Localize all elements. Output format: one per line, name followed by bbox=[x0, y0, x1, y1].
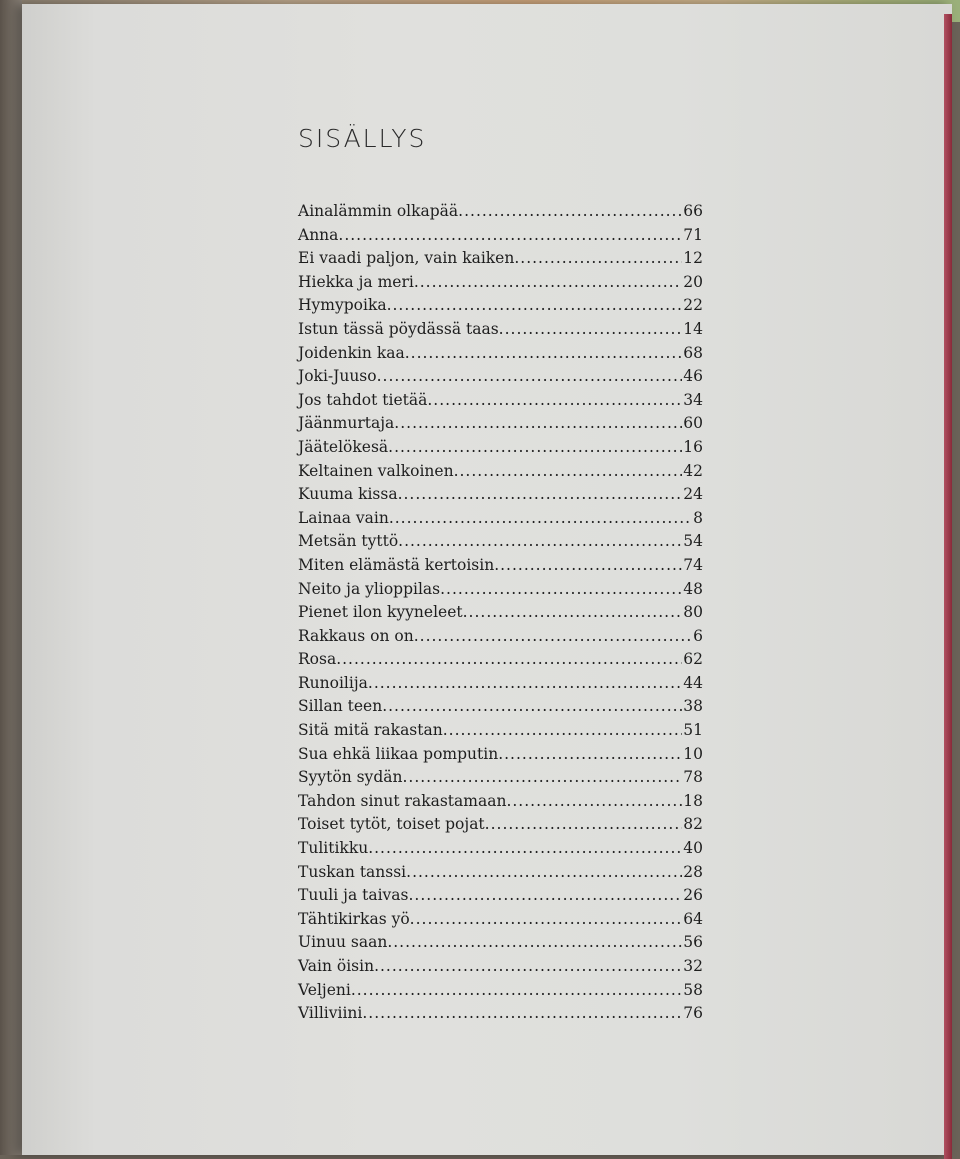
dot-leader bbox=[458, 200, 682, 224]
entry-title: Tähtikirkas yö bbox=[298, 909, 410, 928]
toc-entry bbox=[298, 1002, 703, 1026]
toc-entry bbox=[298, 224, 703, 248]
entry-title: Tuuli ja taivas bbox=[298, 886, 409, 905]
dot-leader bbox=[374, 955, 682, 979]
entry-title: Hymypoika bbox=[298, 296, 387, 315]
dot-leader bbox=[405, 342, 683, 366]
entry-title: Anna bbox=[298, 225, 339, 244]
entry-page-number: 54 bbox=[683, 532, 703, 551]
toc-entry bbox=[298, 695, 703, 719]
entry-page-number: 80 bbox=[683, 603, 703, 622]
entry-title: Syytön sydän bbox=[298, 768, 403, 787]
dot-leader bbox=[498, 743, 682, 767]
dot-leader bbox=[402, 766, 682, 790]
dot-leader bbox=[377, 365, 683, 389]
entry-title: Ainalämmin olkapää bbox=[298, 202, 459, 220]
entry-page-number: 32 bbox=[683, 957, 703, 975]
dot-leader bbox=[387, 294, 683, 318]
entry-page-number: 76 bbox=[683, 1004, 703, 1023]
book-cover-edge bbox=[944, 14, 952, 1159]
entry-page-number: 48 bbox=[683, 579, 703, 598]
toc-entry bbox=[298, 578, 703, 602]
entry-page-number: 22 bbox=[683, 296, 703, 315]
toc-entry bbox=[298, 601, 703, 625]
dot-leader bbox=[427, 389, 682, 413]
entry-title: Lainaa vain bbox=[298, 508, 389, 527]
entry-page-number: 68 bbox=[683, 343, 703, 362]
dot-leader bbox=[506, 790, 682, 814]
toc-entry bbox=[298, 200, 703, 224]
toc-entry bbox=[298, 247, 703, 271]
toc-entry bbox=[298, 625, 703, 649]
entry-page-number: 40 bbox=[683, 839, 703, 858]
entry-title: Rosa bbox=[298, 650, 337, 669]
entry-title: Metsän tyttö bbox=[298, 532, 399, 551]
entry-title: Jos tahdot tietää bbox=[298, 390, 428, 409]
toc-entry bbox=[298, 271, 703, 295]
toc-entry bbox=[298, 460, 703, 484]
entry-title: Sua ehkä liikaa pomputin bbox=[298, 744, 499, 763]
entry-page-number: 24 bbox=[683, 485, 703, 504]
toc-entry bbox=[298, 766, 703, 790]
entry-page-number: 26 bbox=[683, 886, 703, 905]
entry-page-number: 38 bbox=[683, 697, 703, 716]
entry-title: Sillan teen bbox=[298, 697, 383, 716]
entry-page-number: 34 bbox=[683, 390, 703, 409]
entry-title: Miten elämästä kertoisin bbox=[298, 555, 495, 574]
entry-page-number: 42 bbox=[683, 461, 703, 480]
toc-entry bbox=[298, 554, 703, 578]
dot-leader bbox=[409, 884, 683, 908]
toc-entry bbox=[298, 294, 703, 318]
dot-leader bbox=[382, 695, 682, 719]
entry-page-number: 74 bbox=[683, 555, 703, 574]
entry-title: Jäänmurtaja bbox=[298, 414, 395, 433]
dot-leader bbox=[454, 460, 683, 484]
entry-title: Ei vaadi paljon, vain kaiken bbox=[298, 249, 515, 268]
entry-page-number: 20 bbox=[683, 272, 703, 291]
entry-title: Veljeni bbox=[298, 980, 351, 999]
dot-leader bbox=[485, 813, 683, 837]
toc-entry bbox=[298, 648, 703, 672]
toc-entry bbox=[298, 979, 703, 1003]
entry-title: Keltainen valkoinen bbox=[298, 461, 454, 480]
dot-leader bbox=[514, 247, 682, 271]
entry-page-number: 62 bbox=[683, 650, 703, 669]
entry-title: Neito ja ylioppilas bbox=[298, 579, 441, 598]
toc-entry bbox=[298, 483, 703, 507]
entry-page-number: 18 bbox=[683, 791, 703, 810]
toc-entry bbox=[298, 318, 703, 342]
toc-entry bbox=[298, 365, 703, 389]
dot-leader bbox=[499, 318, 683, 342]
entry-page-number: 78 bbox=[683, 768, 703, 787]
dot-leader bbox=[398, 483, 683, 507]
dot-leader bbox=[414, 625, 692, 649]
entry-title: Vain öisin bbox=[298, 957, 375, 975]
dot-leader bbox=[387, 931, 682, 955]
entry-page-number: 14 bbox=[683, 319, 703, 338]
toc-entry bbox=[298, 861, 703, 885]
dot-leader bbox=[463, 601, 683, 625]
dot-leader bbox=[368, 837, 682, 861]
entry-page-number: 6 bbox=[693, 626, 703, 645]
entry-title: Hiekka ja meri bbox=[298, 272, 414, 291]
dot-leader bbox=[338, 224, 682, 248]
entry-title: Tulitikku bbox=[298, 839, 369, 858]
entry-page-number: 16 bbox=[683, 437, 703, 456]
dot-leader bbox=[336, 648, 682, 672]
toc-entry bbox=[298, 507, 703, 531]
entry-page-number: 64 bbox=[683, 909, 703, 928]
dot-leader bbox=[351, 979, 682, 1003]
entry-title: Kuuma kissa bbox=[298, 485, 398, 504]
toc-entry bbox=[298, 908, 703, 932]
dot-leader bbox=[410, 908, 683, 932]
entry-title: Tahdon sinut rakastamaan bbox=[298, 791, 507, 810]
dot-leader bbox=[440, 578, 682, 602]
dot-leader bbox=[494, 554, 682, 578]
entry-title: Runoilija bbox=[298, 673, 368, 692]
entry-title: Sitä mitä rakastan bbox=[298, 721, 443, 740]
entry-title: Rakkaus on on bbox=[298, 626, 414, 645]
toc-entry bbox=[298, 412, 703, 436]
dot-leader bbox=[362, 1002, 682, 1026]
toc-entry bbox=[298, 672, 703, 696]
entry-page-number: 58 bbox=[683, 980, 703, 999]
entry-page-number: 12 bbox=[683, 249, 703, 268]
toc-entry bbox=[298, 342, 703, 366]
entry-title: Uinuu saan bbox=[298, 933, 388, 952]
entry-title: Villiviini bbox=[298, 1004, 363, 1023]
dot-leader bbox=[398, 530, 682, 554]
entry-title: Toiset tytöt, toiset pojat bbox=[298, 815, 485, 834]
entry-title: Istun tässä pöydässä taas bbox=[298, 319, 499, 338]
toc-entry bbox=[298, 719, 703, 743]
entry-title: Joki-Juuso bbox=[298, 367, 377, 386]
dot-leader bbox=[368, 672, 682, 696]
entry-page-number: 60 bbox=[683, 414, 703, 433]
dot-leader bbox=[389, 507, 692, 531]
toc-entry bbox=[298, 884, 703, 908]
toc-entry bbox=[298, 743, 703, 767]
toc-entry bbox=[298, 530, 703, 554]
entry-page-number: 8 bbox=[693, 508, 703, 527]
page-title: SISÄLLYS bbox=[298, 124, 427, 153]
entry-page-number: 46 bbox=[683, 367, 703, 386]
entry-page-number: 56 bbox=[683, 933, 703, 952]
entry-page-number: 71 bbox=[683, 225, 703, 244]
table-of-contents bbox=[298, 200, 703, 1026]
entry-page-number: 44 bbox=[683, 673, 703, 692]
entry-page-number: 82 bbox=[683, 815, 703, 834]
entry-title: Joidenkin kaa bbox=[298, 343, 405, 362]
entry-page-number: 10 bbox=[683, 744, 703, 763]
entry-title: Jäätelökesä bbox=[298, 437, 389, 456]
dot-leader bbox=[388, 436, 682, 460]
dot-leader bbox=[406, 861, 682, 885]
entry-page-number: 66 bbox=[683, 202, 703, 220]
toc-entry bbox=[298, 389, 703, 413]
toc-entry bbox=[298, 931, 703, 955]
toc-entry bbox=[298, 955, 703, 979]
entry-page-number: 51 bbox=[683, 721, 703, 740]
entry-title: Tuskan tanssi bbox=[298, 862, 407, 881]
book-spine-shadow bbox=[0, 0, 22, 1155]
toc-entry bbox=[298, 813, 703, 837]
dot-leader bbox=[443, 719, 683, 743]
dot-leader bbox=[394, 412, 682, 436]
toc-entry bbox=[298, 436, 703, 460]
toc-entry bbox=[298, 837, 703, 861]
dot-leader bbox=[414, 271, 682, 295]
toc-entry bbox=[298, 790, 703, 814]
entry-page-number: 28 bbox=[683, 862, 703, 881]
entry-title: Pienet ilon kyyneleet bbox=[298, 603, 463, 622]
